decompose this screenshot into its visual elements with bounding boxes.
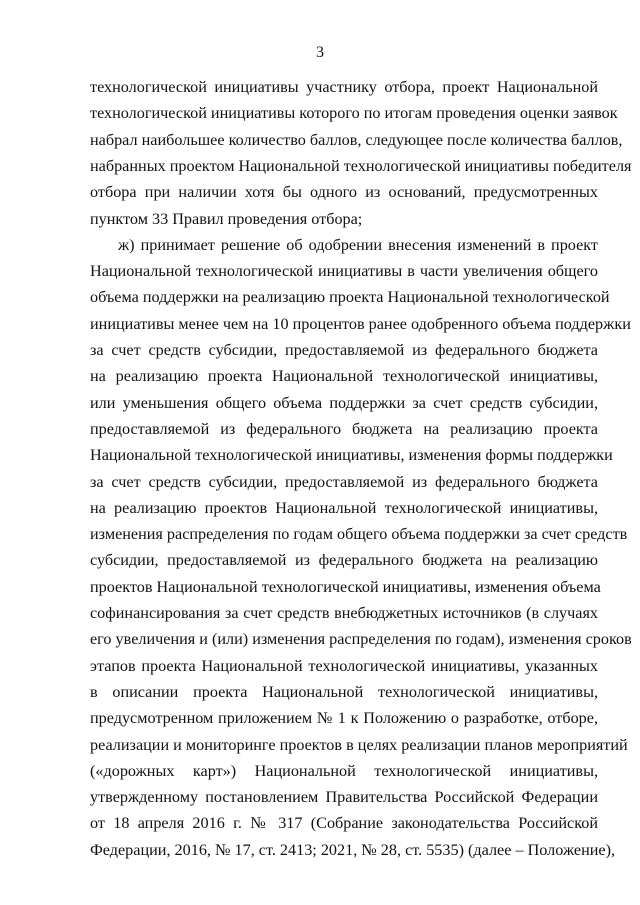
- text-line: реализации и мониторинге проектов в целях реализации планов мероприятий: [90, 735, 628, 754]
- page-number: 3: [316, 44, 324, 61]
- text-line: набрал наибольшее количество баллов, следующее после количества баллов,: [90, 130, 623, 149]
- text-line: пунктом 33 Правил проведения отбора;: [90, 209, 363, 228]
- text-line: технологической инициативы которого по итогам проведения оценки заявок: [90, 104, 618, 123]
- text-line: на реализацию проекта Национальной технологической инициативы,: [90, 367, 598, 386]
- text-line: набранных проектом Национальной технологической инициативы победителя: [90, 156, 632, 175]
- text-line: предоставляемой из федерального бюджета на реализацию проекта: [90, 419, 598, 438]
- text-line: («дорожных карт») Национальной технологической инициативы,: [90, 761, 598, 780]
- text-line: Национальной технологической инициативы в части увеличения общего: [90, 262, 598, 281]
- text-line: за счет средств субсидии, предоставляемой из федерального бюджета: [90, 341, 598, 359]
- text-line: предусмотренном приложением № 1 к Положению о разработке, отборе,: [90, 709, 598, 728]
- text-line: Федерации, 2016, № 17, ст. 2413; 2021, № 28, ст. 5535) (далее – Положение),: [90, 840, 616, 859]
- text-line: софинансирования за счет средств внебюджетных источников (в случаях: [90, 604, 598, 622]
- text-line: ж) принимает решение об одобрении внесения изменений в проект: [118, 235, 598, 254]
- text-line: за счет средств субсидии, предоставляемой из федерального бюджета: [90, 472, 598, 491]
- text-line: субсидии, предоставляемой из федерального бюджета на реализацию: [90, 551, 598, 570]
- text-line: отбора при наличии хотя бы одного из оснований, предусмотренных: [90, 183, 598, 202]
- text-line: инициативы менее чем на 10 процентов ранее одобренного объема поддержки: [90, 314, 631, 333]
- text-line: от 18 апреля 2016 г. № 317 (Собрание законодательства Российской: [90, 814, 598, 833]
- text-line: в описании проекта Национальной технологической инициативы,: [90, 682, 598, 701]
- text-line: утвержденному постановлением Правительства Российской Федерации: [90, 788, 598, 807]
- text-line: технологической инициативы участнику отбора, проект Национальной: [90, 78, 598, 96]
- text-line: объема поддержки на реализацию проекта Национальной технологической: [90, 288, 610, 307]
- text-line: изменения распределения по годам общего объема поддержки за счет средств: [90, 525, 628, 544]
- text-line: проектов Национальной технологической инициативы, изменения объема: [90, 577, 601, 596]
- text-line: этапов проекта Национальной технологической инициативы, указанных: [90, 656, 598, 675]
- text-line: или уменьшения общего объема поддержки за счет средств субсидии,: [90, 393, 598, 412]
- text-line: Национальной технологической инициативы, изменения формы поддержки: [90, 446, 613, 465]
- text-line: его увеличения и (или) изменения распределения по годам), изменения сроков: [90, 630, 632, 649]
- text-line: на реализацию проектов Национальной технологической инициативы,: [90, 498, 598, 517]
